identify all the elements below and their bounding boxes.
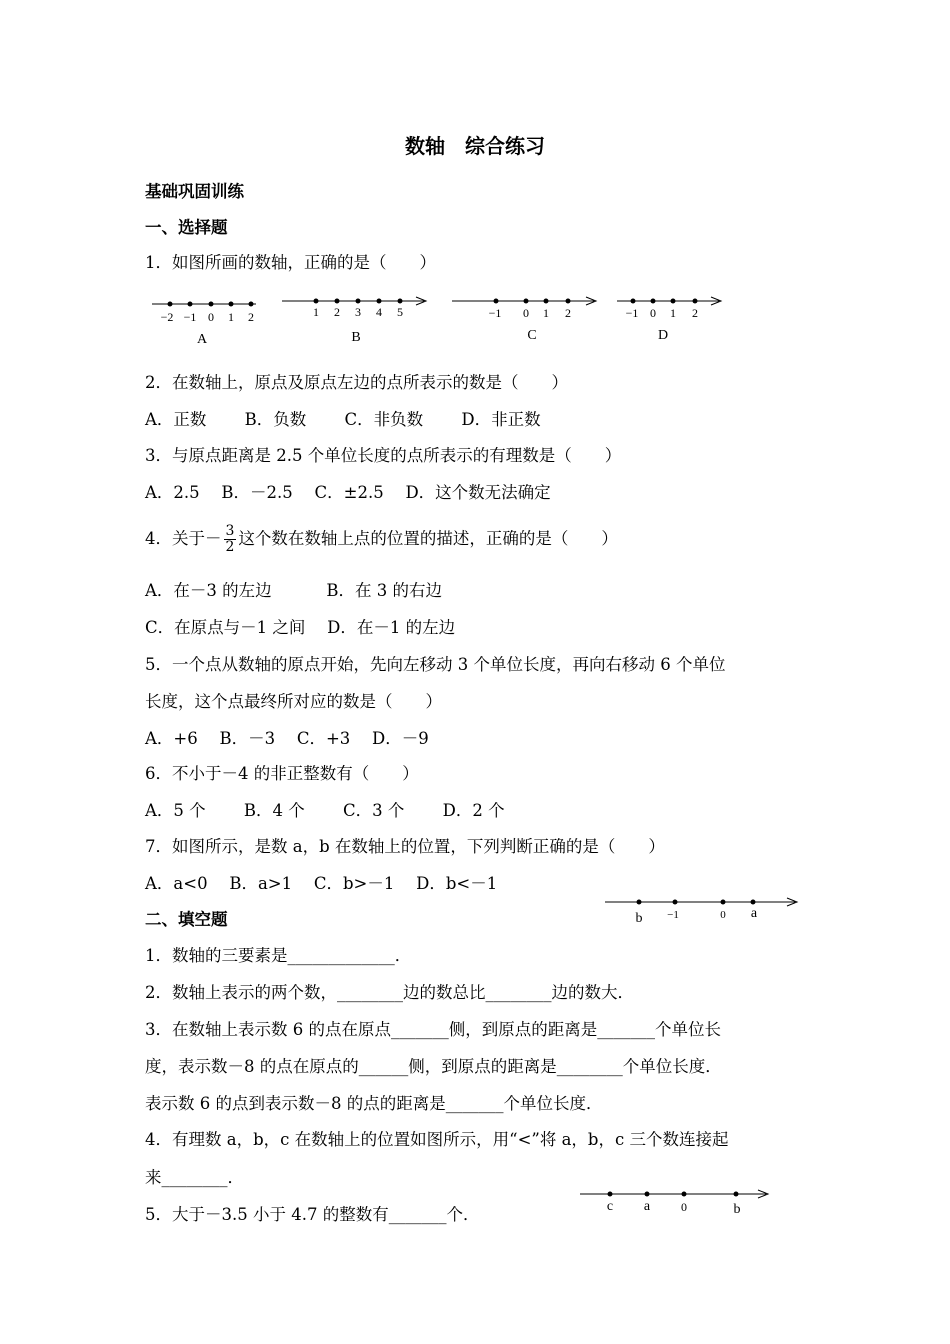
point-label: c: [606, 1199, 614, 1214]
q6-stem: 6．不小于－4 的非正整数有（ ）: [145, 764, 419, 783]
tick-label: 5: [397, 305, 403, 319]
f3-line-3: 表示数 6 的点到表示数－8 的点的距离是_______个单位长度．: [145, 1094, 603, 1113]
tick-label: 0: [208, 310, 214, 324]
tick-label: 3: [355, 305, 361, 319]
point-label: a: [643, 1199, 651, 1214]
tick-label: 2: [565, 306, 571, 320]
option-label: C: [527, 328, 537, 343]
fraction-numerator: 3: [225, 523, 235, 539]
q3-stem: 3．与原点距离是 2.5 个单位长度的点所表示的有理数是（ ）: [145, 446, 622, 465]
tick-label: 1: [543, 306, 549, 320]
point-label: a: [750, 906, 758, 921]
fraction-denominator: 2: [225, 539, 235, 555]
f4-line-2: 来________．: [145, 1168, 244, 1187]
option-label: B: [351, 330, 361, 345]
tick-label: −2: [160, 310, 174, 324]
point-label: b: [635, 911, 643, 926]
q7-stem: 7．如图所示，是数 a，b 在数轴上的位置，下列判断正确的是（ ）: [145, 837, 665, 856]
q1-figure-b: [280, 290, 430, 350]
fraction: [224, 524, 237, 555]
q1-figure-a: [150, 290, 260, 350]
q7-options: A．a<0 B．a>1 C．b>－1 D．b<－1: [145, 874, 498, 893]
tick-label: 2: [334, 305, 340, 319]
tick-label: −1: [667, 909, 679, 921]
q4-stem: [145, 520, 618, 558]
part2-heading: 二、填空题: [145, 910, 228, 929]
q6-options: A．5 个 B．4 个 C．3 个 D．2 个: [145, 801, 505, 820]
tick-label: 0: [650, 306, 656, 320]
section-basic: 基础巩固训练: [145, 182, 244, 201]
f2: 2．数轴上表示的两个数，________边的数总比________边的数大．: [145, 983, 634, 1002]
q2-stem: 2．在数轴上，原点及原点左边的点所表示的数是（ ）: [145, 373, 568, 392]
q4-options-1: A．在－3 的左边 B．在 3 的右边: [145, 581, 443, 600]
option-label: D: [657, 328, 669, 343]
q5-options: A．+6 B．－3 C．+3 D．－9: [145, 729, 429, 748]
f3-line-1: 3．在数轴上表示数 6 的点在原点_______侧，到原点的距离是_______个单位长: [145, 1020, 721, 1039]
f3-line-2: 度，表示数－8 的点在原点的______侧，到原点的距离是________个单位长度．: [145, 1057, 722, 1076]
tick-label: −1: [183, 310, 197, 324]
q3-options: A．2.5 B．－2.5 C．±2.5 D．这个数无法确定: [145, 483, 551, 502]
option-label: A: [196, 332, 208, 347]
f5: 5．大于－3.5 小于 4.7 的整数有_______个．: [145, 1205, 480, 1224]
tick-label: 1: [670, 306, 676, 320]
tick-label: 2: [692, 306, 698, 320]
tick-label: 0: [720, 909, 726, 921]
tick-label: 1: [228, 310, 234, 324]
q4-options-2: C．在原点与－1 之间 D．在－1 的左边: [145, 618, 456, 637]
tick-label: 4: [376, 305, 382, 319]
q4-stem-post: 这个数在数轴上点的位置的描述，正确的是（ ）: [238, 529, 618, 548]
tick-label: −1: [488, 306, 502, 320]
q1-stem: 1．如图所画的数轴，正确的是（ ）: [145, 253, 436, 272]
q7-figure: [603, 890, 803, 930]
q4-stem-pre: 4．关于－: [145, 529, 222, 548]
tick-label: 0: [681, 1200, 687, 1214]
f4-figure: [578, 1182, 778, 1222]
q5-stem-1: 5．一个点从数轴的原点开始，先向左移动 3 个单位长度，再向右移动 6 个单位: [145, 655, 726, 674]
page-title: 数轴 综合练习: [405, 134, 545, 158]
q1-figure-d: [615, 290, 725, 350]
tick-label: 0: [523, 306, 529, 320]
tick-label: −1: [625, 306, 639, 320]
q5-stem-2: 长度，这个点最终所对应的数是（ ）: [145, 692, 442, 711]
part1-heading: 一、选择题: [145, 218, 228, 237]
tick-label: 1: [313, 305, 319, 319]
q2-options: A．正数 B．负数 C．非负数 D．非正数: [145, 410, 541, 429]
f1: 1．数轴的三要素是_____________．: [145, 946, 412, 965]
f4-line-1: 4．有理数 a，b，c 在数轴上的位置如图所示，用“<”将 a，b，c 三个数连接起: [145, 1130, 729, 1149]
point-label: b: [733, 1202, 741, 1217]
tick-label: 2: [248, 310, 254, 324]
q1-figure-c: [450, 290, 600, 350]
